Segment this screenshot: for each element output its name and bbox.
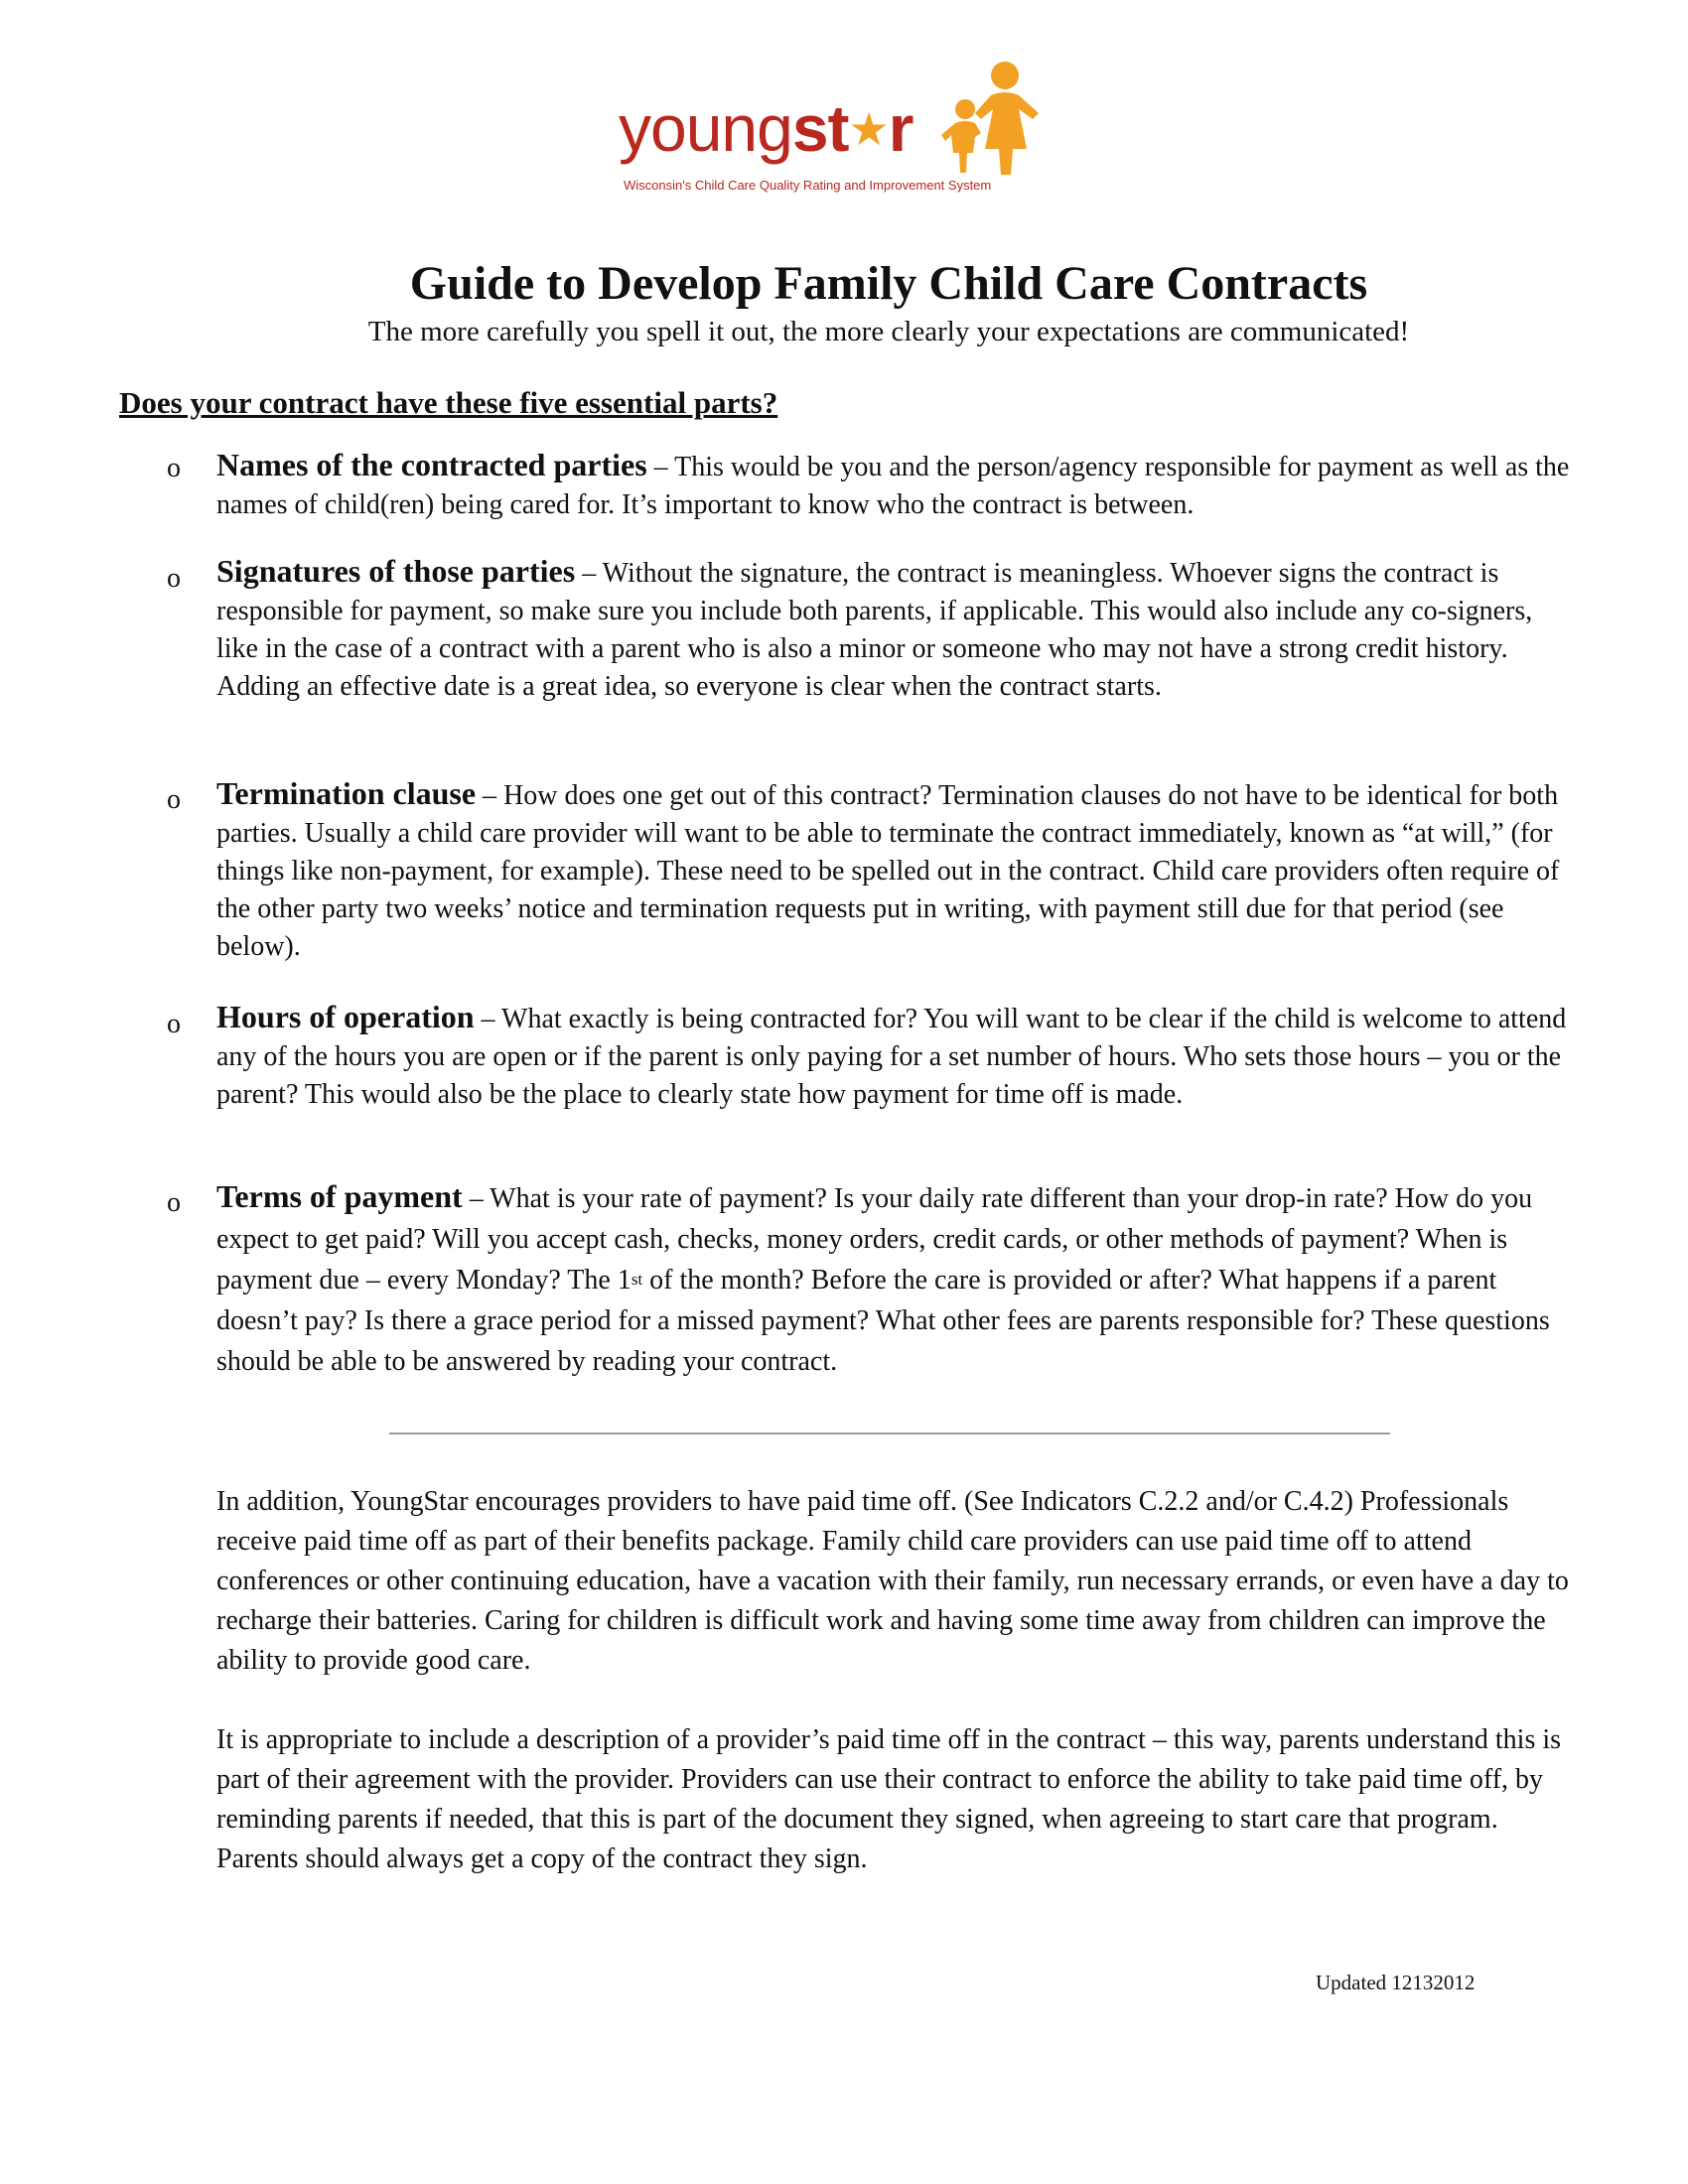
item-description-cont: of the month? Before the care is provided or after? What happens if a parent doesn’t pay? Is there a grace period for a missed payment? What other fees are parents responsible for? These questions should be able to be answered by reading your contract. bbox=[216, 1265, 1550, 1377]
logo-word-r: r bbox=[888, 91, 914, 165]
paragraph-paid-time-off: In addition, YoungStar encourages providers to have paid time off. (See Indicators C.2.2 and/or C.4.2) Professionals receive paid time off as part of their benefits package. Family child care providers can use paid time off to attend conferences or other continuing education, have a vacation with their family, run necessary errands, or even have a day to recharge their batteries. Caring for children is difficult work and having some time away from children can improve the ability to provide good care. bbox=[216, 1486, 1569, 1676]
section-heading: Does your contract have these five essential parts? bbox=[119, 385, 778, 420]
bullet-marker: o bbox=[167, 1187, 181, 1218]
item-term: Terms of payment bbox=[216, 1178, 463, 1214]
bullet-marker: o bbox=[167, 784, 181, 815]
bullet-marker: o bbox=[167, 453, 181, 483]
paragraph-contract-description: It is appropriate to include a description of a provider’s paid time off in the contract – this way, parents understand this is part of their agreement with the provider. Providers can use their contract to enforce the ability to take paid time off, by reminding parents if needed, that this is part of the document they signed, when agreeing to start care that program. Parents should always get a copy of the contract they sign. bbox=[216, 1724, 1562, 1874]
logo-wordmark bbox=[619, 91, 914, 168]
item-description: – How does one get out of this contract? Termination clauses do not have to be identical for both parties. Usually a child care provider will want to be able to terminate the contract immediately, known as “at will,” (for things like non-payment, for example). These need to be spelled out in the contract. Child care providers often require of the other party two weeks’ notice and termination requests put in writing, with payment still due for that period (see below). bbox=[216, 780, 1560, 962]
youngstar-logo bbox=[614, 58, 1072, 208]
item-term: Signatures of those parties bbox=[216, 553, 576, 589]
item-term: Names of the contracted parties bbox=[216, 447, 647, 482]
bullet-marker: o bbox=[167, 1009, 181, 1039]
item-description: – What exactly is being contracted for? You will want to be clear if the child is welcome to attend any of the hours you are open or if the parent is only paying for a set number of hours. Who sets those hours – you or the parent? This would also be the place to clearly state how payment for time off is made. bbox=[216, 1004, 1567, 1110]
item-description: – What is your rate of payment? Is your daily rate different than your drop-in rate? How do you expect to get paid? Will you accept cash, checks, money orders, credit cards, or other methods of payment? When is payment due – every Monday? The 1 bbox=[216, 1183, 1533, 1296]
list-item-payment bbox=[216, 1176, 1579, 1382]
item-description: – This would be you and the person/agency responsible for payment as well as the names of child(ren) being cared for. It’s important to know who the contract is between. bbox=[216, 452, 1570, 520]
page-subtitle: The more carefully you spell it out, the more clearly your expectations are communicated! bbox=[367, 316, 1410, 347]
logo-word-young: young bbox=[619, 91, 792, 165]
item-description: – Without the signature, the contract is meaningless. Whoever signs the contract is responsible for payment, so make sure you include both parents, if applicable. This would also include any co-signers, like in the case of a contract with a parent who is also a minor or someone who may not have a strong credit history. Adding an effective date is a great idea, so everyone is clear when the contract starts. bbox=[216, 558, 1533, 702]
page-title: Guide to Develop Family Child Care Contracts bbox=[409, 257, 1368, 310]
list-item-parties bbox=[216, 446, 1579, 524]
item-term: Hours of operation bbox=[216, 999, 475, 1034]
logo-star-icon: ★ bbox=[848, 103, 889, 155]
section-divider bbox=[389, 1433, 1390, 1434]
list-item-signatures bbox=[216, 552, 1579, 706]
ordinal-superscript: st bbox=[631, 1270, 643, 1289]
list-item-termination bbox=[216, 774, 1579, 966]
logo-word-st: st bbox=[791, 91, 849, 165]
bullet-marker: o bbox=[167, 563, 181, 594]
children-figures-icon bbox=[935, 58, 1055, 177]
item-term: Termination clause bbox=[216, 775, 477, 811]
logo-tagline: Wisconsin's Child Care Quality Rating and Improvement System bbox=[624, 178, 992, 193]
list-item-hours bbox=[216, 998, 1579, 1114]
updated-date: Updated 12132012 bbox=[1316, 1971, 1476, 1994]
